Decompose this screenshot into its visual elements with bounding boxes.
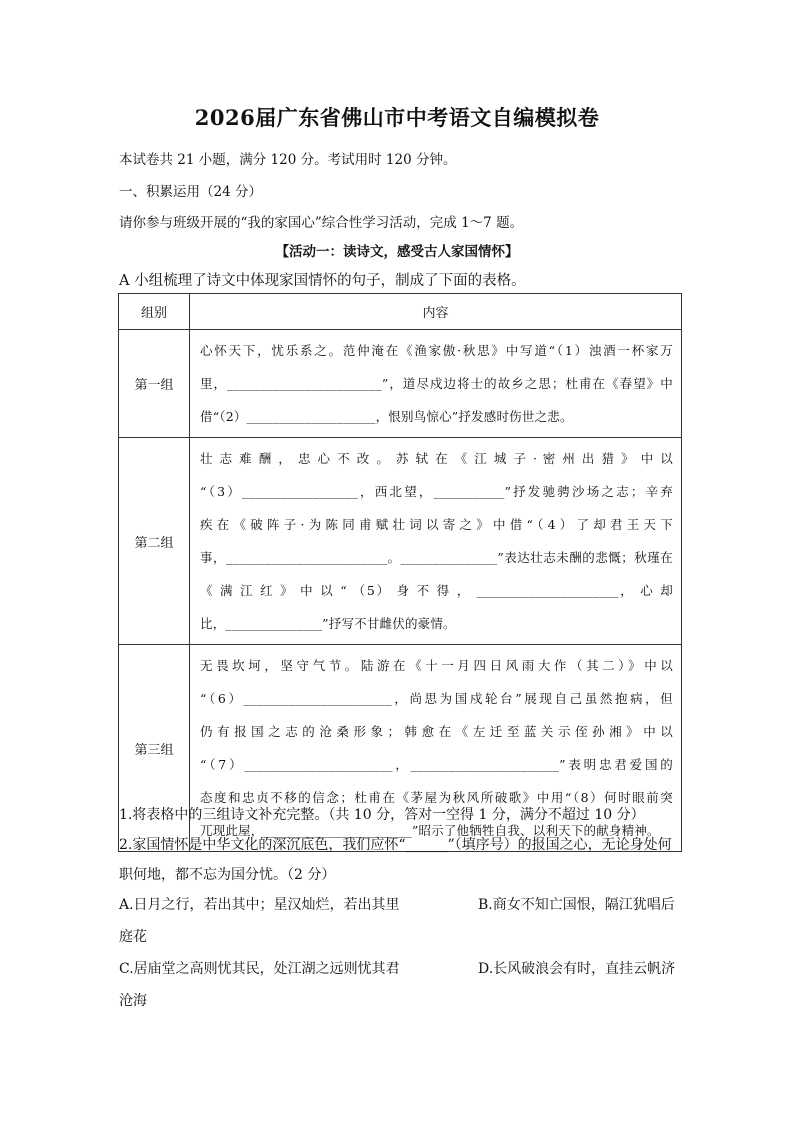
poem-table: [118, 293, 682, 852]
question-2: 2.家国情怀是中华文化的深沉底色，我们应怀“______”（填序号）的报国之心，无论身处何职何地，都不忘为国分忧。（2 分）: [119, 837, 672, 883]
content-line: 壮 志 难 酬 ， 忠 心 不 改 。 苏 轼 在 《 江 城 子 · 密 州 出 猎 》 中 以: [200, 451, 673, 466]
header-group: 组别: [119, 294, 190, 330]
content-line: 借“（2）____________________，恨别鸟惊心”抒发感时伤世之悲。: [200, 409, 573, 424]
option-b-continued: 庭花: [119, 929, 147, 945]
content-line: “（6）_______________________，尚思为国戍轮台”展现自己虽然抱病，但: [200, 691, 673, 706]
group-cell: 第二组: [119, 438, 190, 645]
content-line: “（7）_______________________，_______________________”表明忠君爱国的: [200, 757, 673, 772]
page-title: 2026届广东省佛山市中考语文自编模拟卷: [194, 105, 600, 130]
option-c: C.居庙堂之高则忧其民，处江湖之远则忧其君: [119, 961, 400, 977]
content-line: 比，_______________”抒写不甘雌伏的豪情。: [200, 616, 456, 631]
activity-intro: 请你参与班级开展的“我的家国心”综合性学习活动，完成 1～7 题。: [119, 215, 524, 231]
content-line: 无畏坎坷，坚守气节。陆游在《十一月四日风雨大作（其二）》中以: [200, 658, 673, 673]
content-line: 兀现此屋，_______________________”昭示了他牺牲自我、以利天下的献身精神。: [200, 823, 660, 838]
table-header-row: [119, 294, 682, 330]
header-content: 内容: [190, 294, 682, 330]
content-line: 疾在《破阵子·为陈同甫赋壮词以寄之》中借“（4）了却君王天下: [200, 517, 673, 532]
option-b: B.商女不知亡国恨，隔江犹唱后: [478, 897, 675, 913]
table-row: [119, 438, 682, 645]
content-line: 里，________________________”，道尽戍边将士的故乡之思；杜甫在《春望》中: [200, 376, 673, 391]
table-intro: A 小组梳理了诗文中体现家国情怀的句子，制成了下面的表格。: [119, 273, 526, 289]
group-cell: 第三组: [119, 645, 190, 852]
option-a: A.日月之行，若出其中；星汉灿烂，若出其里: [119, 897, 400, 913]
content-line: 仍 有 报 国 之 志 的 沧 桑 形 象 ； 韩 愈 在 《 左 迁 至 蓝 关 示 侄 孙 湘 》 中 以: [200, 724, 673, 739]
content-line: 态度和忠贞不移的信念；杜甫在《茅屋为秋风所破歌》中用“（8）何时眼前突: [200, 790, 673, 805]
group-cell: 第一组: [119, 330, 190, 438]
content-line: 心怀天下，忧乐系之。范仲淹在《渔家傲·秋思》中写道“（1）浊酒一杯家万: [200, 343, 673, 358]
activity-title: 【活动一：读诗文，感受古人家国情怀】: [275, 244, 519, 260]
exam-info: 本试卷共 21 小题，满分 120 分。考试用时 120 分钟。: [119, 152, 457, 168]
content-line: 事，_________________________。_______________”表达壮志未酬的悲慨；秋瑾在: [200, 550, 673, 565]
section-heading: 一、积累运用（24 分）: [119, 184, 262, 200]
content-cell: [190, 330, 682, 438]
table-row: [119, 330, 682, 438]
content-line: 《 满 江 红 》 中 以 “ （5） 身 不 得 ， ______________________， 心 却: [200, 583, 673, 598]
option-d-continued: 沧海: [119, 993, 147, 1009]
content-cell: [190, 438, 682, 645]
option-d: D.长风破浪会有时，直挂云帆济: [478, 961, 676, 977]
content-line: “（3）__________________，西北望，___________”抒发驰骋沙场之志；辛弃: [200, 484, 673, 499]
question-1: 1.将表格中的三组诗文补充完整。（共 10 分，答对一空得 1 分，满分不超过 10 分）: [119, 807, 645, 823]
